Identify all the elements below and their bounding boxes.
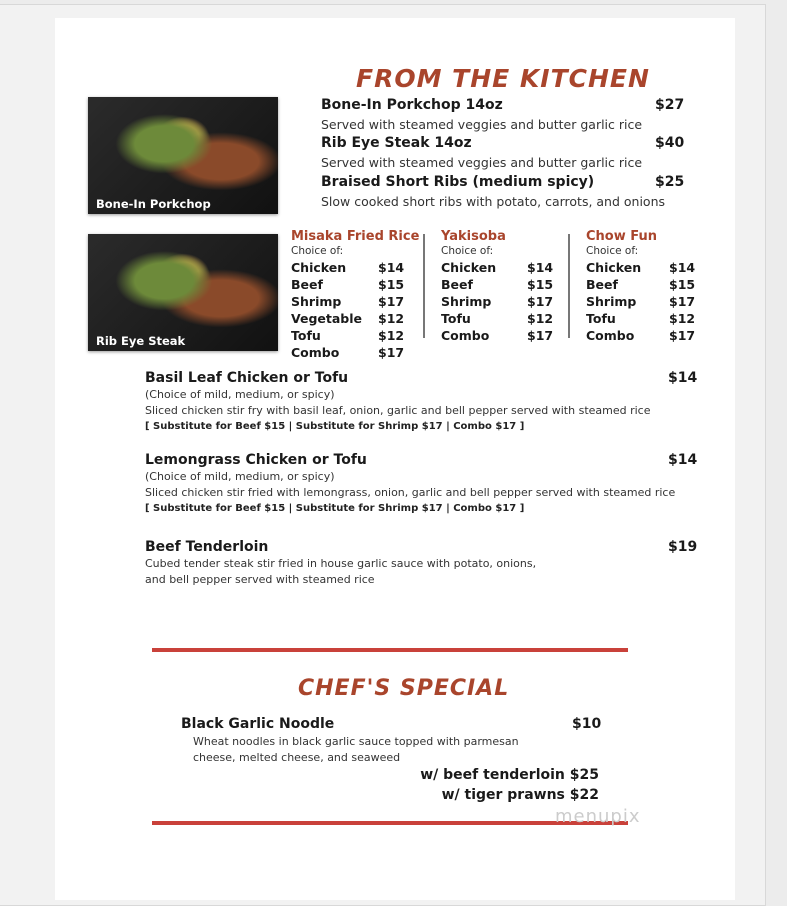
group-option-price: $12 [378,311,405,326]
item-desc: Served with steamed veggies and butter garlic rice [321,155,643,170]
group-option: Beef [586,277,618,292]
group-option-price: $12 [669,311,696,326]
column-divider [568,234,570,338]
group-option-price: $12 [527,311,554,326]
item-note: (Choice of mild, medium, or spicy) [145,470,335,483]
item-name: Beef Tenderloin [145,539,269,555]
group-option-price: $17 [669,294,696,309]
item-desc: and bell pepper served with steamed rice [145,573,375,586]
group-option: Combo [586,328,635,343]
item-note: (Choice of mild, medium, or spicy) [145,388,335,401]
group-option: Chicken [291,260,347,275]
item-desc: Served with steamed veggies and butter garlic rice [321,117,643,132]
group-option: Chicken [441,260,497,275]
group-option-price: $12 [378,328,405,343]
item-price: $40 [655,135,685,151]
watermark: menupix [555,806,641,827]
item-desc: Cubed tender steak stir fried in house garlic sauce with potato, onions, [145,557,537,570]
item-price: $14 [668,370,698,386]
group-choice-label: Choice of: [586,245,639,257]
group-option-price: $14 [378,260,405,275]
item-price: $27 [655,97,685,113]
item-name: Lemongrass Chicken or Tofu [145,452,367,468]
item-desc: Sliced chicken stir fry with basil leaf, onion, garlic and bell pepper served with steamed rice [145,404,651,417]
item-name: Rib Eye Steak 14oz [321,135,472,151]
group-option-price: $17 [527,294,554,309]
group-option-price: $15 [527,277,554,292]
item-price: $19 [668,539,698,555]
section-title-special: CHEF'S SPECIAL [298,676,510,701]
group-option: Beef [291,277,323,292]
group-option-price: $17 [527,328,554,343]
item-name: Braised Short Ribs (medium spicy) [321,174,595,190]
item-substitutes: [ Substitute for Beef $15 | Substitute for Shrimp $17 | Combo $17 ] [145,503,525,514]
group-choice-label: Choice of: [441,245,494,257]
group-name: Yakisoba [441,229,506,244]
special-name: Black Garlic Noodle [181,716,335,732]
photo-caption: Bone-In Porkchop [96,197,211,211]
special-addon: w/ tiger prawns $22 [441,787,599,803]
group-option: Chicken [586,260,642,275]
group-option-price: $14 [669,260,696,275]
group-option: Combo [441,328,490,343]
group-choice-label: Choice of: [291,245,344,257]
item-name: Basil Leaf Chicken or Tofu [145,370,349,386]
group-option-price: $17 [378,345,405,360]
item-desc: Slow cooked short ribs with potato, carrots, and onions [321,194,666,209]
group-option: Vegetable [291,311,363,326]
group-option: Shrimp [586,294,637,309]
item-price: $14 [668,452,698,468]
group-option: Combo [291,345,340,360]
group-option: Tofu [586,311,616,326]
group-option: Tofu [441,311,471,326]
special-addon: w/ beef tenderloin $25 [420,767,599,783]
special-desc: cheese, melted cheese, and seaweed [193,751,401,764]
item-price: $25 [655,174,685,190]
photo-ribeye [88,234,278,351]
group-option: Beef [441,277,473,292]
group-option-price: $15 [378,277,405,292]
photo-caption: Rib Eye Steak [96,334,186,348]
group-option-price: $17 [669,328,696,343]
section-title-kitchen: FROM THE KITCHEN [356,64,650,93]
group-option-price: $17 [378,294,405,309]
group-name: Misaka Fried Rice [291,229,420,244]
group-option: Shrimp [441,294,492,309]
special-price: $10 [572,716,602,732]
item-substitutes: [ Substitute for Beef $15 | Substitute for Shrimp $17 | Combo $17 ] [145,421,525,432]
group-option: Shrimp [291,294,342,309]
group-option-price: $14 [527,260,554,275]
divider-rule [152,648,628,652]
item-name: Bone-In Porkchop 14oz [321,97,503,113]
group-option: Tofu [291,328,321,343]
photo-porkchop [88,97,278,214]
group-name: Chow Fun [586,229,658,244]
group-option-price: $15 [669,277,696,292]
column-divider [423,234,425,338]
special-desc: Wheat noodles in black garlic sauce topped with parmesan [193,735,519,748]
item-desc: Sliced chicken stir fried with lemongrass, onion, garlic and bell pepper served with steamed rice [145,486,676,499]
